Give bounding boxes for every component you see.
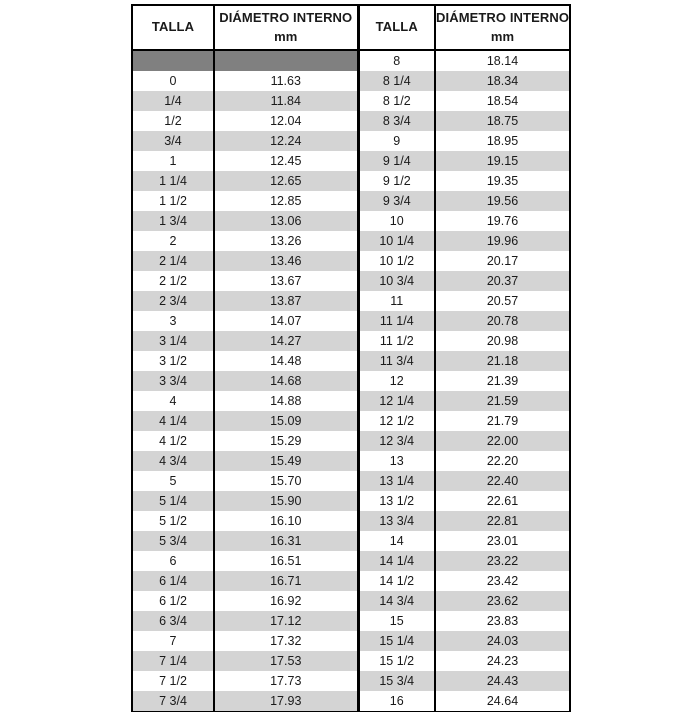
cell-diametro-left: 16.10 [214,511,358,531]
cell-talla-right: 11 1/2 [358,331,435,351]
cell-talla-left: 2 1/2 [133,271,214,291]
cell-diametro-right: 22.81 [435,511,569,531]
table-row [133,551,569,571]
cell-diametro-left: 16.92 [214,591,358,611]
table-row [133,391,569,411]
table-row [133,131,569,151]
cell-diametro-left: 11.63 [214,71,358,91]
cell-talla-right: 13 1/4 [358,471,435,491]
cell-diametro-right: 20.98 [435,331,569,351]
cell-talla-right: 12 [358,371,435,391]
table-row [133,111,569,131]
cell-diametro-right: 23.22 [435,551,569,571]
cell-diametro-right: 22.20 [435,451,569,471]
cell-talla-right: 9 1/2 [358,171,435,191]
cell-diametro-left: 13.67 [214,271,358,291]
cell-talla-left: 1 1/4 [133,171,214,191]
table-row [133,691,569,711]
cell-talla-left: 7 1/2 [133,671,214,691]
header-diametro-right [435,6,569,50]
cell-talla-left: 4 1/2 [133,431,214,451]
size-table [133,6,569,711]
table-row [133,211,569,231]
cell-talla-left: 0 [133,71,214,91]
cell-diametro-right: 24.23 [435,651,569,671]
cell-talla-left: 3/4 [133,131,214,151]
table-row [133,311,569,331]
cell-talla-right: 11 [358,291,435,311]
cell-talla-left: 3 [133,311,214,331]
cell-talla-left: 6 [133,551,214,571]
cell-diametro-right: 23.62 [435,591,569,611]
table-row [133,251,569,271]
cell-talla-right: 13 [358,451,435,471]
cell-diametro-left: 17.12 [214,611,358,631]
header-talla-right-label: TALLA [375,19,418,35]
cell-diametro-left: 16.71 [214,571,358,591]
cell-diametro-right: 19.15 [435,151,569,171]
cell-diametro-left: 15.29 [214,431,358,451]
cell-diametro-left: 13.46 [214,251,358,271]
cell-diametro-left: 13.87 [214,291,358,311]
cell-diametro-left: 17.32 [214,631,358,651]
table-row [133,50,569,71]
header-row [133,6,569,50]
cell-diametro-right: 21.79 [435,411,569,431]
cell-diametro-right: 23.83 [435,611,569,631]
cell-talla-left: 7 1/4 [133,651,214,671]
cell-diametro-right: 23.01 [435,531,569,551]
cell-diametro-right: 21.59 [435,391,569,411]
cell-diametro-left: 14.88 [214,391,358,411]
cell-diametro-left: 15.90 [214,491,358,511]
cell-diametro-left: 15.70 [214,471,358,491]
cell-diametro-right: 21.39 [435,371,569,391]
cell-talla-right: 13 3/4 [358,511,435,531]
cell-talla-left: 3 1/2 [133,351,214,371]
cell-talla-left: 6 1/4 [133,571,214,591]
cell-talla-right: 8 1/2 [358,91,435,111]
cell-diametro-right: 19.96 [435,231,569,251]
cell-talla-right: 10 3/4 [358,271,435,291]
cell-talla-left: 1 3/4 [133,211,214,231]
cell-diametro-left: 17.73 [214,671,358,691]
cell-diametro-right: 20.17 [435,251,569,271]
cell-diametro-right: 18.14 [435,50,569,71]
cell-diametro-right: 22.61 [435,491,569,511]
cell-talla-left: 5 1/2 [133,511,214,531]
table-row [133,91,569,111]
cell-diametro-right: 24.43 [435,671,569,691]
table-row [133,671,569,691]
table-row [133,451,569,471]
header-talla-right [358,6,435,50]
cell-diametro-right: 20.78 [435,311,569,331]
cell-talla-left: 4 [133,391,214,411]
cell-diametro-right: 18.75 [435,111,569,131]
cell-talla-right: 13 1/2 [358,491,435,511]
table-row [133,291,569,311]
cell-diametro-left [214,50,358,71]
cell-diametro-left: 17.53 [214,651,358,671]
cell-talla-left: 2 3/4 [133,291,214,311]
cell-talla-right: 16 [358,691,435,711]
table-row [133,71,569,91]
cell-diametro-left: 16.31 [214,531,358,551]
table-row [133,351,569,371]
cell-talla-left: 5 3/4 [133,531,214,551]
cell-diametro-right: 21.18 [435,351,569,371]
cell-talla-right: 15 [358,611,435,631]
table-row [133,151,569,171]
table-row [133,331,569,351]
cell-diametro-left: 14.68 [214,371,358,391]
cell-diametro-left: 14.27 [214,331,358,351]
cell-diametro-left: 17.93 [214,691,358,711]
cell-diametro-right: 19.56 [435,191,569,211]
cell-diametro-left: 13.06 [214,211,358,231]
table-row [133,531,569,551]
header-diametro-left-unit: mm [274,28,298,44]
table-row [133,471,569,491]
cell-diametro-right: 18.34 [435,71,569,91]
cell-diametro-left: 14.48 [214,351,358,371]
cell-talla-left: 3 3/4 [133,371,214,391]
table-row [133,191,569,211]
cell-talla-right: 10 [358,211,435,231]
cell-talla-left: 7 3/4 [133,691,214,711]
cell-talla-left: 5 [133,471,214,491]
cell-talla-right: 11 1/4 [358,311,435,331]
table-row [133,631,569,651]
table-row [133,651,569,671]
table-row [133,431,569,451]
cell-diametro-right: 19.35 [435,171,569,191]
table-row [133,411,569,431]
header-diametro-right-label: DIÁMETRO INTERNO [436,9,570,25]
cell-diametro-left: 16.51 [214,551,358,571]
ring-size-conversion-table [131,4,571,712]
cell-diametro-left: 11.84 [214,91,358,111]
cell-diametro-left: 15.49 [214,451,358,471]
table-row [133,511,569,531]
cell-diametro-right: 24.64 [435,691,569,711]
cell-talla-left: 4 1/4 [133,411,214,431]
cell-diametro-right: 22.00 [435,431,569,451]
cell-talla-left: 6 3/4 [133,611,214,631]
cell-talla-right: 14 3/4 [358,591,435,611]
header-diametro-left-label: DIÁMETRO INTERNO [219,9,353,25]
cell-talla-right: 14 1/4 [358,551,435,571]
cell-talla-left: 4 3/4 [133,451,214,471]
table-row [133,231,569,251]
cell-diametro-left: 12.65 [214,171,358,191]
cell-talla-right: 12 3/4 [358,431,435,451]
cell-diametro-right: 20.57 [435,291,569,311]
cell-talla-right: 9 1/4 [358,151,435,171]
cell-talla-right: 15 3/4 [358,671,435,691]
cell-talla-left: 1 [133,151,214,171]
cell-diametro-left: 13.26 [214,231,358,251]
cell-talla-left [133,50,214,71]
cell-talla-right: 15 1/4 [358,631,435,651]
header-talla-left-label: TALLA [151,19,195,35]
cell-talla-right: 10 1/2 [358,251,435,271]
table-row [133,571,569,591]
table-row [133,271,569,291]
cell-talla-right: 10 1/4 [358,231,435,251]
cell-talla-right: 12 1/2 [358,411,435,431]
cell-talla-left: 2 1/4 [133,251,214,271]
table-header [133,6,569,50]
cell-talla-right: 12 1/4 [358,391,435,411]
cell-diametro-right: 18.95 [435,131,569,151]
cell-talla-right: 8 [358,50,435,71]
cell-talla-right: 11 3/4 [358,351,435,371]
cell-talla-left: 1/2 [133,111,214,131]
cell-talla-right: 14 1/2 [358,571,435,591]
table-row [133,171,569,191]
cell-diametro-right: 18.54 [435,91,569,111]
cell-diametro-left: 12.85 [214,191,358,211]
cell-talla-left: 3 1/4 [133,331,214,351]
cell-talla-left: 1 1/2 [133,191,214,211]
header-diametro-left [214,6,358,50]
table-row [133,371,569,391]
cell-diametro-left: 12.04 [214,111,358,131]
cell-talla-right: 15 1/2 [358,651,435,671]
header-talla-left [133,6,214,50]
table-body [133,50,569,711]
cell-talla-right: 8 3/4 [358,111,435,131]
cell-diametro-left: 12.45 [214,151,358,171]
cell-talla-right: 9 3/4 [358,191,435,211]
table-row [133,591,569,611]
cell-diametro-left: 12.24 [214,131,358,151]
cell-talla-left: 6 1/2 [133,591,214,611]
cell-talla-left: 5 1/4 [133,491,214,511]
cell-talla-right: 14 [358,531,435,551]
cell-talla-left: 7 [133,631,214,651]
cell-diametro-right: 19.76 [435,211,569,231]
cell-diametro-right: 23.42 [435,571,569,591]
cell-diametro-left: 15.09 [214,411,358,431]
cell-talla-right: 9 [358,131,435,151]
cell-diametro-right: 22.40 [435,471,569,491]
cell-talla-left: 2 [133,231,214,251]
table-row [133,491,569,511]
cell-talla-right: 8 1/4 [358,71,435,91]
table-row [133,611,569,631]
cell-diametro-left: 14.07 [214,311,358,331]
header-diametro-right-unit: mm [490,28,515,44]
cell-talla-left: 1/4 [133,91,214,111]
cell-diametro-right: 24.03 [435,631,569,651]
cell-diametro-right: 20.37 [435,271,569,291]
